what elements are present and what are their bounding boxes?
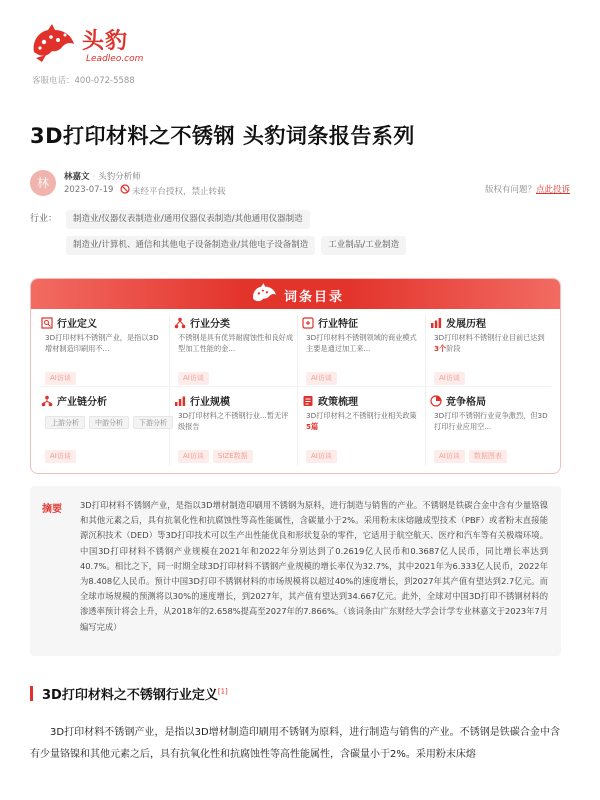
chain-icon — [41, 395, 53, 407]
downstream-tab[interactable]: 下游分析 — [133, 416, 173, 429]
leopard-logo-icon — [30, 22, 76, 64]
abstract-text: 3D打印材料不锈钢产业，是指以3D增材制造印刷用不锈钢为原料，进行制造与销售的产业。不锈钢是铁碳合金中含有少量铬镍和其他元素之后，具有抗氧化性和抗腐蚀性等高性能属性，含碳量小于2%。采用粉末床熔融成型技术（PBF）或者粉末直接能源沉积技术（DED）等3D打印技术可以生产出性能优良和形状复杂的零件，它适用于航空航天、医疗和汽车等有关极端环境。中国3D打印材料不锈钢产业规模在2021年和2022年分别达到了0.2619亿人民币和0.3687亿人民币，同比增长率达到40.7%。相比之下，同一时期全球3D打印材料不锈钢产业规模的增长率仅为32.7%，其中2021年为6.333亿人民币，2022年为8.408亿人民币。预计中国3D打印不锈钢材料的市场规模将以超过40%的速度增长，到2027年其产值有望达到2.7亿元。而全球市场规模的预测将以30%的速度增长，到2027年，其产值有望达到34.667亿元。此外，全球对中国3D打印不锈钢材料的渗透率预计将会上升，从2018年的2.658%提高至2027年的7.866%。（该词条由广东财经大学会计学专业林嘉文于2023年7月编写完成） — [80, 500, 548, 632]
policy-count: 5篇 — [306, 422, 319, 431]
ai-interview-chip[interactable]: AI访谈 — [178, 372, 209, 385]
history-icon — [430, 317, 442, 329]
classification-icon — [174, 317, 186, 329]
ai-interview-chip[interactable]: AI访谈 — [306, 372, 337, 385]
page-title: 3D打印材料之不锈钢 头豹词条报告系列 — [30, 124, 415, 148]
leadleo-logo[interactable] — [30, 20, 150, 72]
toc-item-title: 行业定义 — [57, 319, 97, 330]
toc-header — [31, 279, 560, 309]
toc-item-title: 行业规模 — [190, 397, 230, 408]
report-link[interactable]: 点此投诉 — [535, 185, 570, 195]
toc-item-policy[interactable] — [302, 393, 426, 463]
author-separator: · — [92, 172, 96, 182]
ai-interview-chip[interactable]: AI访谈 — [434, 450, 465, 463]
toc-panel — [30, 278, 561, 474]
toc-item-desc: 3D打印不锈钢行业竞争激烈，但3D打印行业应用空... — [434, 411, 548, 431]
section-heading — [30, 684, 570, 704]
copyright-report — [485, 183, 570, 195]
toc-item-title: 产业链分析 — [57, 397, 107, 408]
publish-date: 2023-07-19 — [64, 185, 114, 195]
industry-tag[interactable]: 工业制品/工业制造 — [321, 236, 406, 255]
author-org: 头豹分析师 — [98, 172, 141, 182]
competition-icon — [430, 395, 442, 407]
copyright-notice: 未经平台授权，禁止转载 — [132, 187, 226, 197]
ai-interview-chip[interactable]: AI访谈 — [45, 372, 76, 385]
author-line — [64, 170, 141, 182]
toc-item-title: 行业分类 — [190, 319, 230, 330]
reference-marker[interactable]: [1] — [217, 687, 228, 696]
service-phone: 客服电话：400-072-5588 — [32, 76, 135, 86]
abstract-box — [30, 486, 561, 656]
ai-interview-chip[interactable]: AI访谈 — [178, 450, 209, 463]
no-reprint-icon — [120, 184, 130, 194]
toc-item-definition[interactable] — [41, 315, 165, 385]
toc-item-features[interactable] — [302, 315, 426, 385]
industry-label: 行业： — [30, 214, 58, 224]
industry-tag[interactable]: 制造业/计算机、通信和其他电子设备制造业/其他电子设备制造 — [66, 236, 315, 255]
toc-item-classification[interactable] — [174, 315, 298, 385]
avatar[interactable]: 林 — [30, 170, 56, 196]
author-name[interactable]: 林嘉文 — [64, 172, 90, 182]
midstream-tab[interactable]: 中游分析 — [89, 416, 129, 429]
body-paragraph: 3D打印材料不锈钢产业，是指以3D增材制造印刷用不锈钢为原料，进行制造与销售的产业。不锈钢是铁碳合金中含有少量铬镍和其他元素之后，具有抗氧化性和抗腐蚀性等高性能属性，含碳量小于2%。采用粉末床熔 — [30, 727, 560, 760]
abstract-label: 摘要 — [42, 504, 62, 515]
author-meta — [30, 168, 570, 200]
toc-item-scale[interactable] — [174, 393, 298, 463]
toc-item-chain[interactable] — [41, 393, 165, 463]
stage-count: 3个 — [434, 344, 447, 353]
toc-item-title: 行业特征 — [318, 319, 358, 330]
ai-interview-chip[interactable]: AI访谈 — [45, 450, 76, 463]
toc-title: 词条目录 — [284, 290, 345, 305]
upstream-tab[interactable]: 上游分析 — [45, 416, 85, 429]
size-data-chip[interactable]: SIZE数据 — [213, 450, 253, 463]
toc-item-desc: 3D打印材料之不锈钢行业...暂无评级报告 — [178, 411, 289, 431]
toc-item-competition[interactable] — [430, 393, 554, 463]
ai-interview-chip[interactable]: AI访谈 — [434, 372, 465, 385]
toc-item-title: 发展历程 — [446, 319, 486, 330]
industry-tag-row — [66, 206, 316, 226]
toc-item-title: 政策梳理 — [318, 397, 358, 408]
policy-icon — [302, 395, 314, 407]
logo-subtitle: Leadleo.com — [86, 54, 144, 64]
toc-item-desc: 不锈钢是具有优异耐腐蚀性和良好成型加工性能的金... — [178, 333, 294, 353]
leopard-logo-icon — [251, 282, 277, 306]
toc-item-desc: 3D打印材料之不锈钢行业相关政策 5篇 — [306, 411, 417, 431]
section-accent-bar — [30, 686, 33, 701]
industry-tag-row — [66, 232, 412, 252]
toc-item-desc: 3D打印材料不锈钢领域的商业模式主要是通过加工来... — [306, 333, 417, 353]
logo-text: 头豹 — [82, 29, 129, 54]
data-chart-chip[interactable]: 数据图表 — [469, 450, 507, 463]
section-title: 3D打印材料之不锈钢行业定义 — [42, 688, 218, 703]
toc-item-history[interactable] — [430, 315, 554, 385]
scale-icon — [174, 395, 186, 407]
definition-icon — [41, 317, 53, 329]
industry-tag[interactable]: 制造业/仪器仪表制造业/通用仪器仪表制造/其他通用仪器制造 — [66, 210, 310, 229]
toc-item-desc: 3D打印材料不锈钢产业，是指以3D增材制造印刷用不... — [45, 333, 159, 353]
ai-interview-chip[interactable]: AI访谈 — [306, 450, 337, 463]
report-prompt: 版权有问题？ — [484, 185, 536, 195]
header — [30, 20, 570, 90]
toc-item-title: 竞争格局 — [446, 397, 486, 408]
toc-item-desc: 3D打印材料不锈钢行业目前已达到 3个阶段 — [434, 333, 545, 353]
features-icon — [302, 317, 314, 329]
